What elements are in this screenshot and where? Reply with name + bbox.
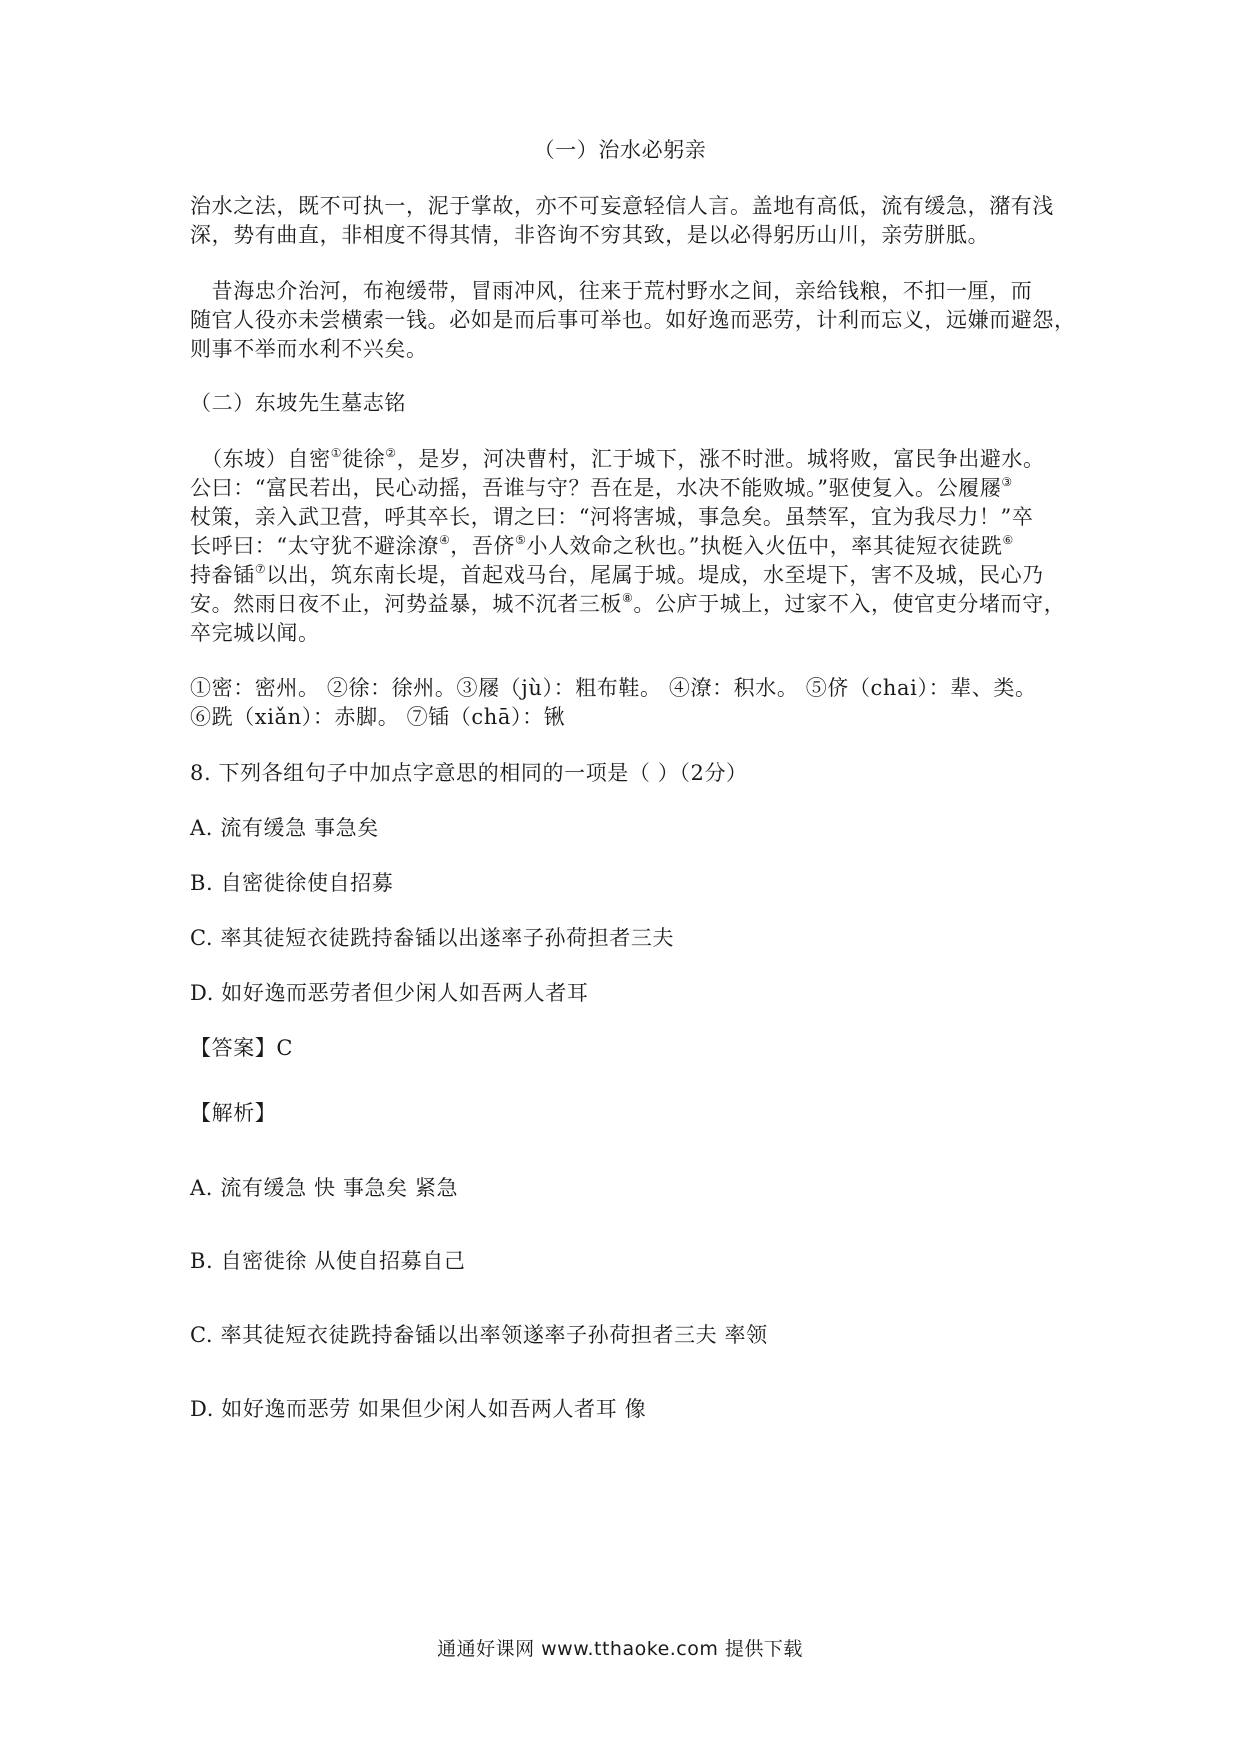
passage2-line1 <box>190 446 1045 472</box>
passage2-line4 <box>190 533 1014 559</box>
footnote-mark: ④ <box>438 533 451 547</box>
footnote-mark: ⑥ <box>1002 533 1014 547</box>
footnote-mark: ⑤ <box>515 533 527 547</box>
passage2-text: 持畚锸 <box>190 563 255 587</box>
footnote-mark: ⑦ <box>254 562 267 576</box>
footnote-mark: ① <box>330 446 343 460</box>
analysis-b: B. 自密徙徐 从使自招募自己 <box>190 1249 466 1273</box>
option-c: C. 率其徒短衣徒跣持畚锸以出遂率子孙荷担者三夫 <box>190 926 675 950</box>
footnote-mark: ⑧ <box>622 591 634 605</box>
passage2-text: 。公庐于城上，过家不入，使官吏分堵而守， <box>633 592 1066 616</box>
passage1-p1-line1: 治水之法，既不可执一，泥于掌故，亦不可妄意轻信人言。盖地有高低，流有缓急，潴有浅 <box>190 194 1054 218</box>
passage2-line5 <box>190 562 1044 588</box>
passage2-text: 徙徐 <box>342 447 386 471</box>
passage1-p1-line2: 深，势有曲直，非相度不得其情，非咨询不穷其致，是以必得躬历山川，亲劳胼胝。 <box>190 223 990 247</box>
analysis-c: C. 率其徒短衣徒跣持畚锸以出率领遂率子孙荷担者三夫 率领 <box>190 1323 768 1347</box>
notes-line1: ①密：密州。 ②徐：徐州。③屦（jù）：粗布鞋。 ④潦：积水。 ⑤侪（chai）：辈、类。 <box>190 676 1037 700</box>
passage2-text: ，吾侪 <box>450 534 516 558</box>
passage2-text: 公曰：“富民若出，民心动摇，吾谁与守？吾在是，水决不能败城。”驱使复入。公履屦 <box>190 476 1002 500</box>
footnote-mark: ③ <box>1001 475 1013 489</box>
page-footer: 通通好课网 www.tthaoke.com 提供下载 <box>437 1638 803 1660</box>
passage1-p2-line2: 随官人役亦未尝横索一钱。必如是而后事可举也。如好逸而恶劳，计利而忘义，远嫌而避怨， <box>190 308 1076 332</box>
footnote-mark: ② <box>385 446 397 460</box>
passage2-line7: 卒完城以闻。 <box>190 621 320 645</box>
analysis-d: D. 如好逸而恶劳 如果但少闲人如吾两人者耳 像 <box>190 1397 647 1421</box>
passage2-text: 长呼曰：“太守犹不避涂潦 <box>190 534 439 558</box>
passage2-line2 <box>190 475 1013 501</box>
passage2-text: （东坡）自密 <box>190 447 331 471</box>
notes-line2: ⑥跣（xiǎn）：赤脚。 ⑦锸（chā）：锹 <box>190 705 566 729</box>
option-d: D. 如好逸而恶劳者但少闲人如吾两人者耳 <box>190 981 589 1005</box>
passage1-title: （一）治水必躬亲 <box>533 138 707 162</box>
passage2-text: ，是岁，河决曹村，汇于城下，涨不时泄。城将败，富民争出避水。 <box>396 447 1045 471</box>
option-b: B. 自密徙徐使自招募 <box>190 871 394 895</box>
passage2-text: 安。然雨日夜不止，河势益暴，城不沉者三板 <box>190 592 622 616</box>
passage2-line6 <box>190 591 1065 617</box>
option-a: A. 流有缓急 事急矣 <box>190 816 379 840</box>
passage2-text: 小人效命之秋也。”执梃入火伍中，率其徒短衣徒跣 <box>526 534 1003 558</box>
passage2-text: 以出，筑东南长堤，首起戏马台，尾属于城。堤成，水至堤下，害不及城，民心乃 <box>266 563 1044 587</box>
answer: 【答案】C <box>190 1036 294 1060</box>
passage2-line3: 杖策，亲入武卫营，呼其卒长，谓之曰：“河将害城，事急矣。虽禁军，宜为我尽力！”卒 <box>190 505 1034 529</box>
passage1-p2-line1: 昔海忠介治河，布袍缓带，冒雨冲风，往来于荒村野水之间，亲给钱粮，不扣一厘，而 <box>190 279 1033 303</box>
analysis-label: 【解析】 <box>190 1101 277 1125</box>
passage1-p2-line3: 则事不举而水利不兴矣。 <box>190 337 428 361</box>
passage2-title: （二）东坡先生墓志铭 <box>190 391 406 415</box>
analysis-a: A. 流有缓急 快 事急矣 紧急 <box>190 1176 459 1200</box>
question-stem: 8. 下列各组句子中加点字意思的相同的一项是（ ）（2分） <box>190 761 748 785</box>
